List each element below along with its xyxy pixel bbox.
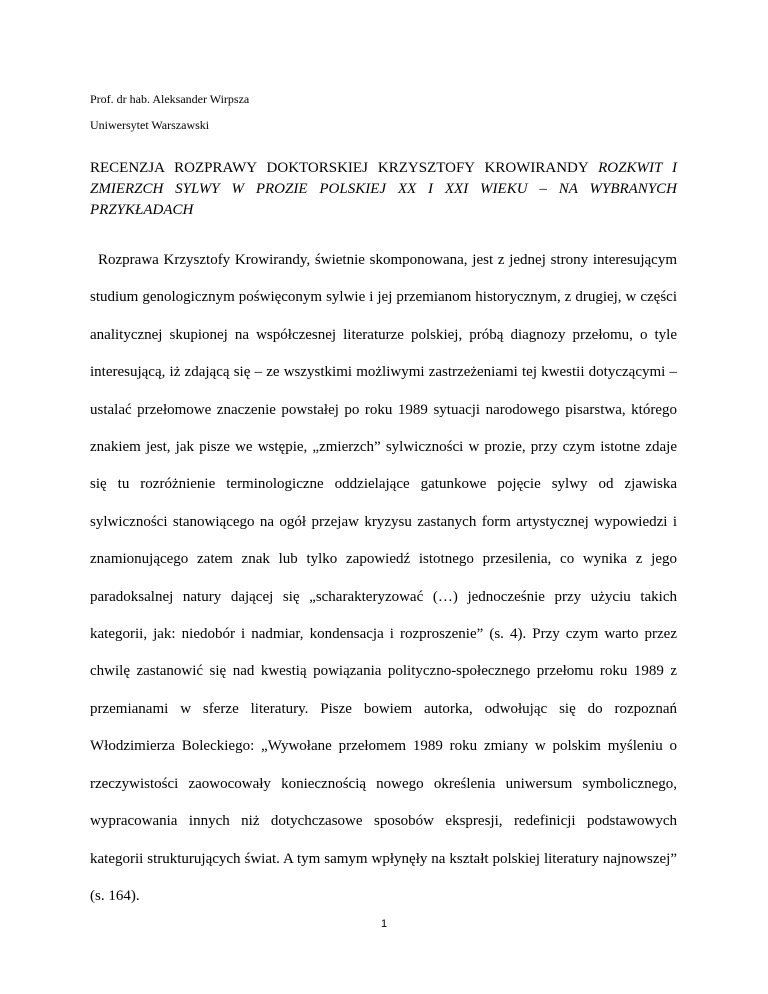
page-number: 1: [380, 918, 388, 930]
author-name: Prof. dr hab. Aleksander Wirpsza: [90, 92, 250, 106]
title-prefix: RECENZJA ROZPRAWY DOKTORSKIEJ KRZYSZTOFY KROWIRANDY: [90, 160, 599, 176]
body-paragraph: Rozprawa Krzysztofy Krowirandy, świetnie skomponowana, jest z jednej strony interesującym studium genologicznym poświęconym sylwie i jej przemianom historycznym, z drugiej, w części analitycznej skupionej na współczesnej literaturze polskiej, próbą diagnozy przełomu, o tyle interesującą, iż zdającą się – ze wszystkimi możliwymi zastrzeżeniami tej kwestii dotyczącymi – ustalać przełomowe znaczenie powstałej po roku 1989 sytuacji narodowego pisarstwa, którego znakiem jest, jak pisze we wstępie, „zmierzch” sylwiczności w prozie, przy czym istotne zdaje się tu rozróżnienie terminologiczne oddzielające gatunkowe pojęcie sylwy od zjawiska sylwiczności stanowiącego na ogół przejaw kryzysu zastanych form artystycznej wypowiedzi i znamionującego zatem znak lub tylko zapowiedź istotnego przesilenia, co wynika z jego paradoksalnej natury dającej się „scharakteryzować (…) jednocześnie przy użyciu takich kategorii, jak: niedobór i nadmiar, kondensacja i rozproszenie” (s. 4). Przy czym warto przez chwilę zastanowić się nad kwestią powiązania polityczno-społecznego przełomu roku 1989 z przemianami w sferze literatury. Pisze bowiem autorka, odwołując się do rozpoznań Włodzimierza Boleckiego: „Wywołane przełomem 1989 roku zmiany w polskim myśleniu o rzeczywistości zaowocowały koniecznością nowego określenia uniwersum symbolicznego, wypracowania innych niż dotychczasowe sposobów ekspresji, redefinicji podstawowych kategorii strukturujących świat. A tym samym wpłynęły na kształt polskiej literatury najnowszej” (s. 164).: [90, 252, 677, 904]
title-work-title: ROZKWIT I ZMIERZCH SYLWY W PROZIE POLSKIEJ XX I XXI WIEKU – NA WYBRANYCH PRZYKŁADACH: [90, 160, 677, 218]
author-affiliation: Uniwersytet Warszawski: [90, 118, 210, 132]
document-title: [90, 158, 677, 221]
